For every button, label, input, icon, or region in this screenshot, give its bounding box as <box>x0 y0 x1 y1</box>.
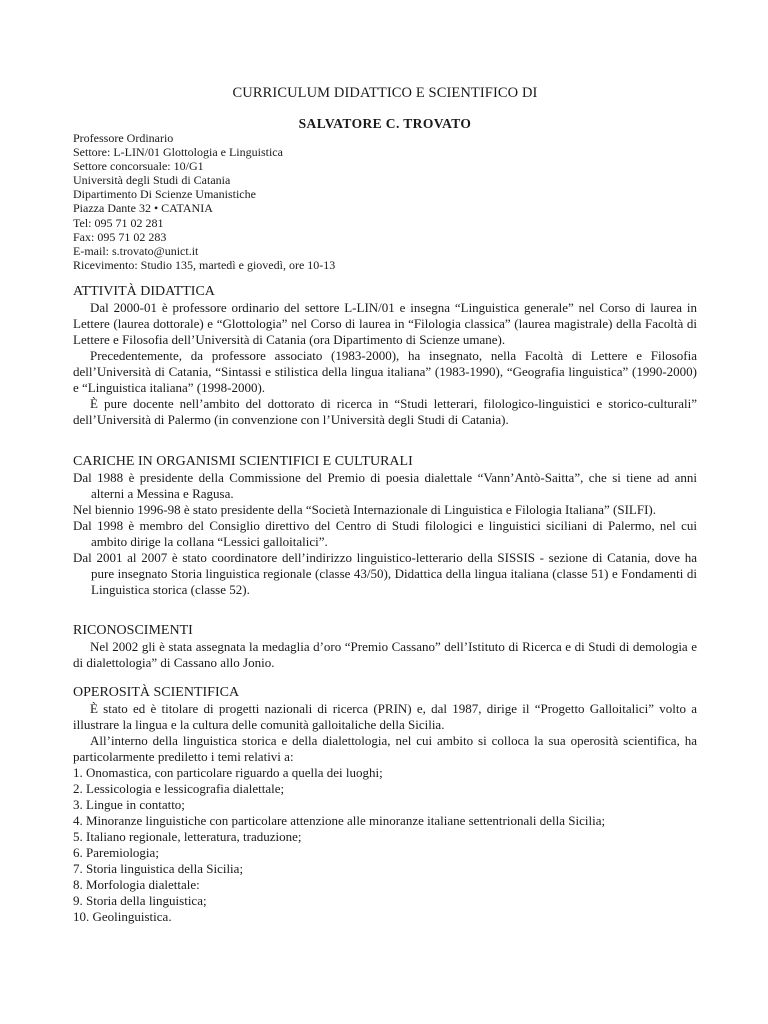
list-item: 10. Geolinguistica. <box>73 909 172 924</box>
list-item: 8. Morfologia dialettale: <box>73 877 200 892</box>
list-item: Dal 1998 è membro del Consiglio direttivo del Centro di Studi filologici e linguistici siciliani di Palermo, nel cui ambito dirige la collana “Lessici galloitalici”. <box>73 518 697 549</box>
author-name: SALVATORE C. TROVATO <box>298 116 472 131</box>
list-item: Dal 2001 al 2007 è stato coordinatore dell’indirizzo linguistico-letterario della SISSIS - sezione di Catania, dove ha pure insegnato Storia linguistica regionale (classe 43/50), Didattica della lingua italiana (classe 51) e Fondamenti di Linguistica storica (classe 52). <box>73 550 697 597</box>
topics-list <box>73 765 697 925</box>
paragraph: Nel 2002 gli è stata assegnata la medaglia d’oro “Premio Cassano” dell’Istituto di Ricerca e di Studi di demologia e di dialettologia” di Cassano allo Jonio. <box>73 639 697 670</box>
contact-line-concorsuale: Settore concorsuale: 10/G1 <box>73 159 204 174</box>
section-cariche <box>73 454 697 598</box>
section-heading: ATTIVITÀ DIDATTICA <box>73 284 215 299</box>
paragraph: Dal 2000-01 è professore ordinario del settore L-LIN/01 e insegna “Linguistica generale” nel Corso di laurea in Lettere (laurea dottorale) e “Glottologia” nel Corso di laurea in “Filologia classica” (laurea magistrale) della Facoltà di Lettere e Filosofia dell’Università di Catania (ora Dipartimento di Scienze umane). <box>73 300 697 347</box>
list-item: Nel biennio 1996-98 è stato presidente della “Società Internazionale di Linguistica e Filologia Italiana” (SILFI). <box>73 502 657 517</box>
contact-line-office-hours: Ricevimento: Studio 135, martedì e giovedì, ore 10-13 <box>73 257 336 272</box>
section-heading: CARICHE IN ORGANISMI SCIENTIFICI E CULTURALI <box>73 454 413 469</box>
contact-line-role: Professore Ordinario <box>73 131 174 145</box>
section-didattica <box>73 284 697 428</box>
list-item: 5. Italiano regionale, letteratura, traduzione; <box>73 829 302 844</box>
section-heading: OPEROSITÀ SCIENTIFICA <box>73 685 240 700</box>
paragraph: È stato ed è titolare di progetti nazionali di ricerca (PRIN) e, dal 1987, dirige il “Progetto Galloitalici” volto a illustrare la lingua e la cultura delle comunità galloitaliche della Sicilia. <box>73 701 697 732</box>
contact-line-phone: Tel: 095 71 02 281 <box>73 215 164 230</box>
list-item: 7. Storia linguistica della Sicilia; <box>73 861 244 876</box>
paragraph: Precedentemente, da professore associato (1983-2000), ha insegnato, nella Facoltà di Lettere e Filosofia dell’Università di Catania, “Sintassi e stilistica della lingua italiana” (1983-1990), “Geografia linguistica” (1990-2000) e “Linguistica italiana” (1998-2000). <box>73 348 697 395</box>
section-heading: RICONOSCIMENTI <box>73 623 193 638</box>
list-item: 4. Minoranze linguistiche con particolare attenzione alle minoranze italiane settentrionali della Sicilia; <box>73 813 606 828</box>
document-title: CURRICULUM DIDATTICO E SCIENTIFICO DI <box>232 85 538 101</box>
contact-line-department: Dipartimento Di Scienze Umanistiche <box>73 187 256 202</box>
paragraph: È pure docente nell’ambito del dottorato di ricerca in “Studi letterari, filologico-linguistici e storico-culturali” dell’Università di Palermo (in convenzione con l’Università degli Studi di Catania). <box>73 396 697 427</box>
contact-line-email: E-mail: s.trovato@unict.it <box>73 243 199 258</box>
contact-line-sector: Settore: L-LIN/01 Glottologia e Linguistica <box>73 145 283 160</box>
section-operosita <box>73 685 697 925</box>
contact-line-address: Piazza Dante 32 • CATANIA <box>73 201 213 216</box>
list-item: 6. Paremiologia; <box>73 845 159 860</box>
contact-line-fax: Fax: 095 71 02 283 <box>73 229 167 244</box>
contact-block <box>73 131 697 272</box>
section-riconoscimenti <box>73 623 697 671</box>
paragraph: All’interno della linguistica storica e della dialettologia, nel cui ambito si colloca la sua operosità scientifica, ha particolarmente prediletto i temi relativi a: <box>73 733 697 764</box>
list-item: 1. Onomastica, con particolare riguardo a quella dei luoghi; <box>73 765 383 780</box>
list-item: 2. Lessicologia e lessicografia dialettale; <box>73 781 285 796</box>
list-item: 3. Lingue in contatto; <box>73 797 185 812</box>
contact-line-university: Università degli Studi di Catania <box>73 173 231 188</box>
list-item: Dal 1988 è presidente della Commissione del Premio di poesia dialettale “Vann’Antò-Saitta”, che si tiene ad anni alterni a Messina e Ragusa. <box>73 470 697 501</box>
list-item: 9. Storia della linguistica; <box>73 893 207 908</box>
